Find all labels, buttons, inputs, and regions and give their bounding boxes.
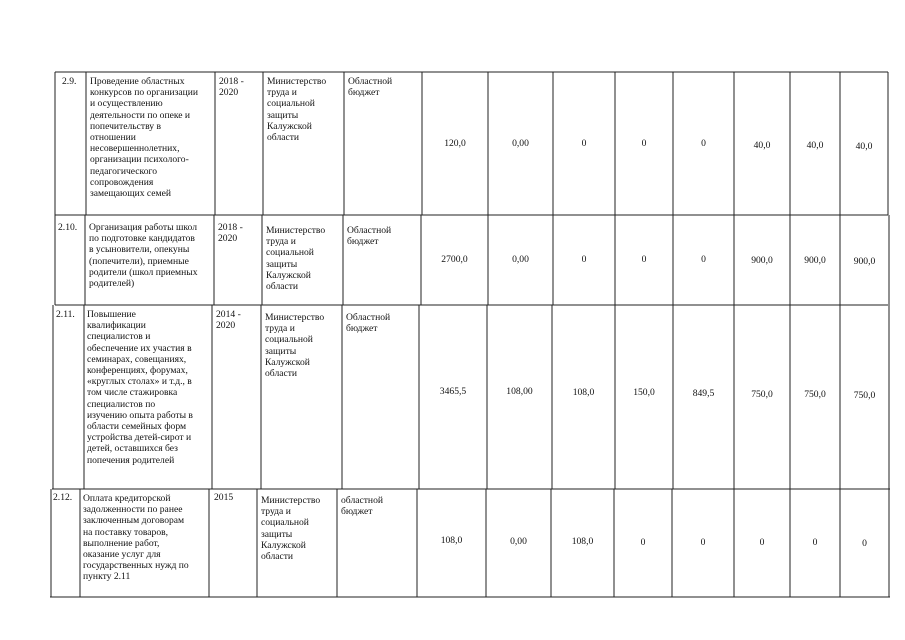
executor: Министерство труда и социальной защиты Калужской области [266, 225, 326, 293]
value-year-5: 0 [759, 537, 765, 548]
value-year-4: 0 [701, 254, 706, 265]
value-year-6: 900,0 [804, 255, 826, 266]
value-total: 108,0 [440, 535, 463, 546]
period: 2014 - 2020 [216, 309, 241, 332]
row-number: 2.12. [53, 492, 73, 503]
row-number: 2.10. [58, 222, 78, 233]
executor: Министерство труда и социальной защиты Калужской области [267, 76, 327, 144]
measure-name: Повышение квалификации специалистов и обеспечение их участия в семинарах, совещаниях, конференциях, форумах, «круглых столах» и т.д., в том числе стажировка специалистов по изучению опыта работы в области семейных форм устройства детей-сирот и детей, оставшихся без попечения родителей [87, 309, 193, 466]
value-year-7: 900,0 [853, 256, 876, 267]
executor: Министерство труда и социальной защиты Калужской области [261, 495, 321, 563]
value-total: 120,0 [444, 138, 466, 149]
value-year-6: 750,0 [804, 389, 826, 400]
value-year-1: 0,00 [512, 254, 529, 265]
value-year-7: 40,0 [855, 141, 873, 152]
value-year-2: 108,0 [572, 387, 595, 398]
value-year-1: 108,00 [506, 386, 533, 397]
funding-source: Областной бюджет [348, 76, 393, 99]
measure-name: Организация работы школ по подготовке кандидатов в усыновители, опекуны (попечители), приемные родители (школ приемных родителей) [89, 222, 198, 290]
period: 2018 - 2020 [218, 222, 243, 245]
measure-name: Проведение областных конкурсов по организации и осуществлению деятельности по опеке и попечительству в отношении несовершеннолетних, организации психолого- педагогического сопровождения замещающих семей [90, 76, 199, 200]
value-year-3: 0 [641, 138, 647, 149]
value-year-3: 0 [641, 254, 647, 265]
value-year-2: 0 [581, 138, 587, 149]
measure-name: Оплата кредиторской задолженности по ранее заключенным договорам на поставку товаров, выполнение работ, оказание услуг для государственных нужд по пункту 2.11 [83, 493, 189, 583]
funding-source: областной бюджет [341, 495, 384, 518]
value-year-2: 108,0 [571, 536, 594, 547]
executor: Министерство труда и социальной защиты Калужской области [265, 312, 325, 380]
period: 2018 - 2020 [219, 76, 244, 99]
value-total: 3465,5 [439, 386, 467, 397]
period: 2015 [214, 492, 234, 503]
value-total: 2700,0 [441, 254, 468, 265]
value-year-4: 0 [701, 138, 706, 149]
value-year-6: 40,0 [806, 140, 824, 151]
value-year-7: 750,0 [853, 390, 876, 401]
value-year-1: 0,00 [512, 138, 529, 149]
value-year-4: 849,5 [692, 388, 715, 399]
value-year-3: 150,0 [633, 387, 655, 398]
value-year-5: 900,0 [751, 255, 773, 266]
value-year-4: 0 [700, 537, 706, 548]
funding-source: Областной бюджет [347, 225, 392, 248]
value-year-6: 0 [812, 537, 818, 548]
value-year-2: 0 [581, 254, 587, 265]
funding-source: Областной бюджет [346, 312, 391, 335]
value-year-1: 0,00 [510, 536, 527, 547]
value-year-5: 750,0 [751, 389, 773, 400]
value-year-3: 0 [640, 537, 646, 548]
row-number: 2.9. [62, 76, 77, 87]
value-year-5: 40,0 [753, 140, 771, 151]
value-year-7: 0 [862, 538, 867, 549]
row-number: 2.11. [56, 309, 75, 320]
